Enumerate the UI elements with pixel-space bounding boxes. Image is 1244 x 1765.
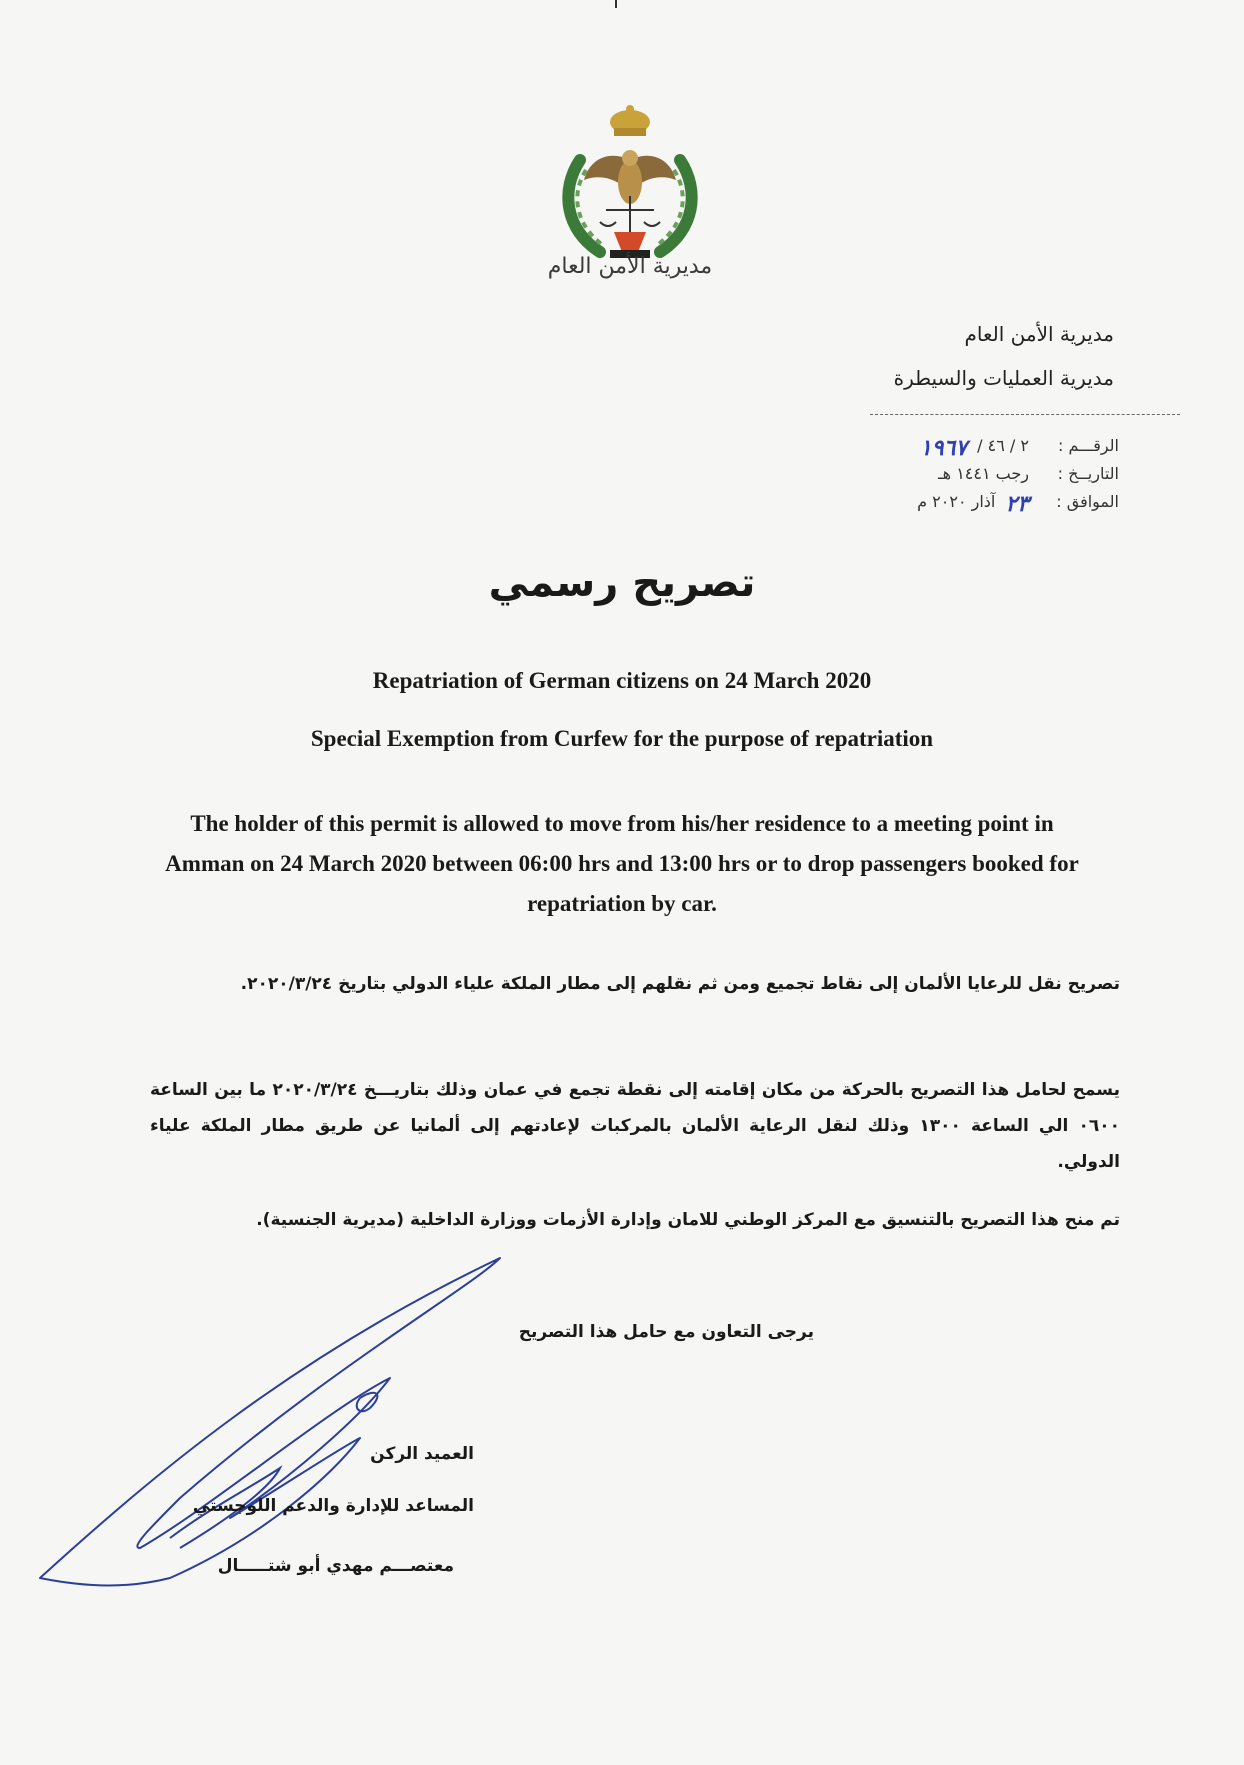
- gregorian-date-row: [819, 492, 1119, 517]
- gregorian-date-value: آذار ٢٠٢٠ م: [917, 492, 996, 511]
- hijri-date-row: [819, 464, 1119, 483]
- department-line-1: مديرية الأمن العام: [964, 322, 1114, 346]
- english-heading-2: Special Exemption from Curfew for the purpose of repatriation: [310, 726, 934, 751]
- gregorian-date-label: الموافق :: [1056, 492, 1119, 511]
- hijri-date-label: التاريــخ :: [1057, 464, 1119, 483]
- department-line-2: مديرية العمليات والسيطرة: [893, 366, 1114, 390]
- arabic-paragraph-2: يسمح لحامل هذا التصريح بالحركة من مكان إقامته إلى نقطة تجمع في عمان وذلك بتاريـــخ ٢٠٢٠/٣/٢٤ ما بين الساعة ٠٦٠٠ الي الساعة ١٣٠٠ وذلك لنقل الرعاية الألمان بالمركبات لإعادتهم إلى ألمانيا عن طريق مطار الملكة علياء الدولي.: [150, 1080, 1120, 1172]
- signatory-name: معتصـــم مهدي أبو شتـــــال: [217, 1556, 454, 1576]
- signatory-rank: العميد الركن: [370, 1444, 474, 1464]
- signatory-role: المساعد للإدارة والدعم اللوجستي: [192, 1496, 474, 1516]
- reference-number-row: [819, 436, 1119, 461]
- header-divider: [870, 414, 1180, 415]
- arabic-paragraph-3: تم منح هذا التصريح بالتنسيق مع المركز الوطني للامان وإدارة الأزمات ووزارة الداخلية (مديرية الجنسية).: [256, 1210, 1120, 1230]
- arabic-paragraph-1: تصريح نقل للرعايا الألمان إلى نقاط تجميع ومن ثم نقلهم إلى مطار الملكة علياء الدولي بتاريخ ٢٠٢٠/٣/٢٤.: [240, 974, 1120, 994]
- closing-request: يرجى التعاون مع حامل هذا التصريح: [518, 1322, 814, 1342]
- reference-number-handwritten: ١٩٦٧: [919, 436, 968, 461]
- english-heading-1: Repatriation of German citizens on 24 March 2020: [372, 668, 872, 693]
- hijri-date-value: رجب ١٤٤١ هـ: [937, 464, 1029, 483]
- document-title: تصريح رسمي: [488, 560, 756, 606]
- scan-mark: [615, 0, 617, 8]
- reference-number-value: ٢ / ٤٦ /: [977, 436, 1029, 455]
- emblem-caption: مديرية الأمن العام: [547, 254, 713, 279]
- english-paragraph: The holder of this permit is allowed to move from his/her residence to a meeting point in Amman on 24 March 2020 between 06:00 hrs and 13:00 hrs or to drop passengers booked for repatriation by car.: [165, 811, 1079, 916]
- gregorian-day-handwritten: ٢٣: [1005, 492, 1029, 517]
- reference-number-label: الرقـــم :: [1058, 436, 1119, 455]
- handwritten-signature-icon: [30, 1248, 510, 1588]
